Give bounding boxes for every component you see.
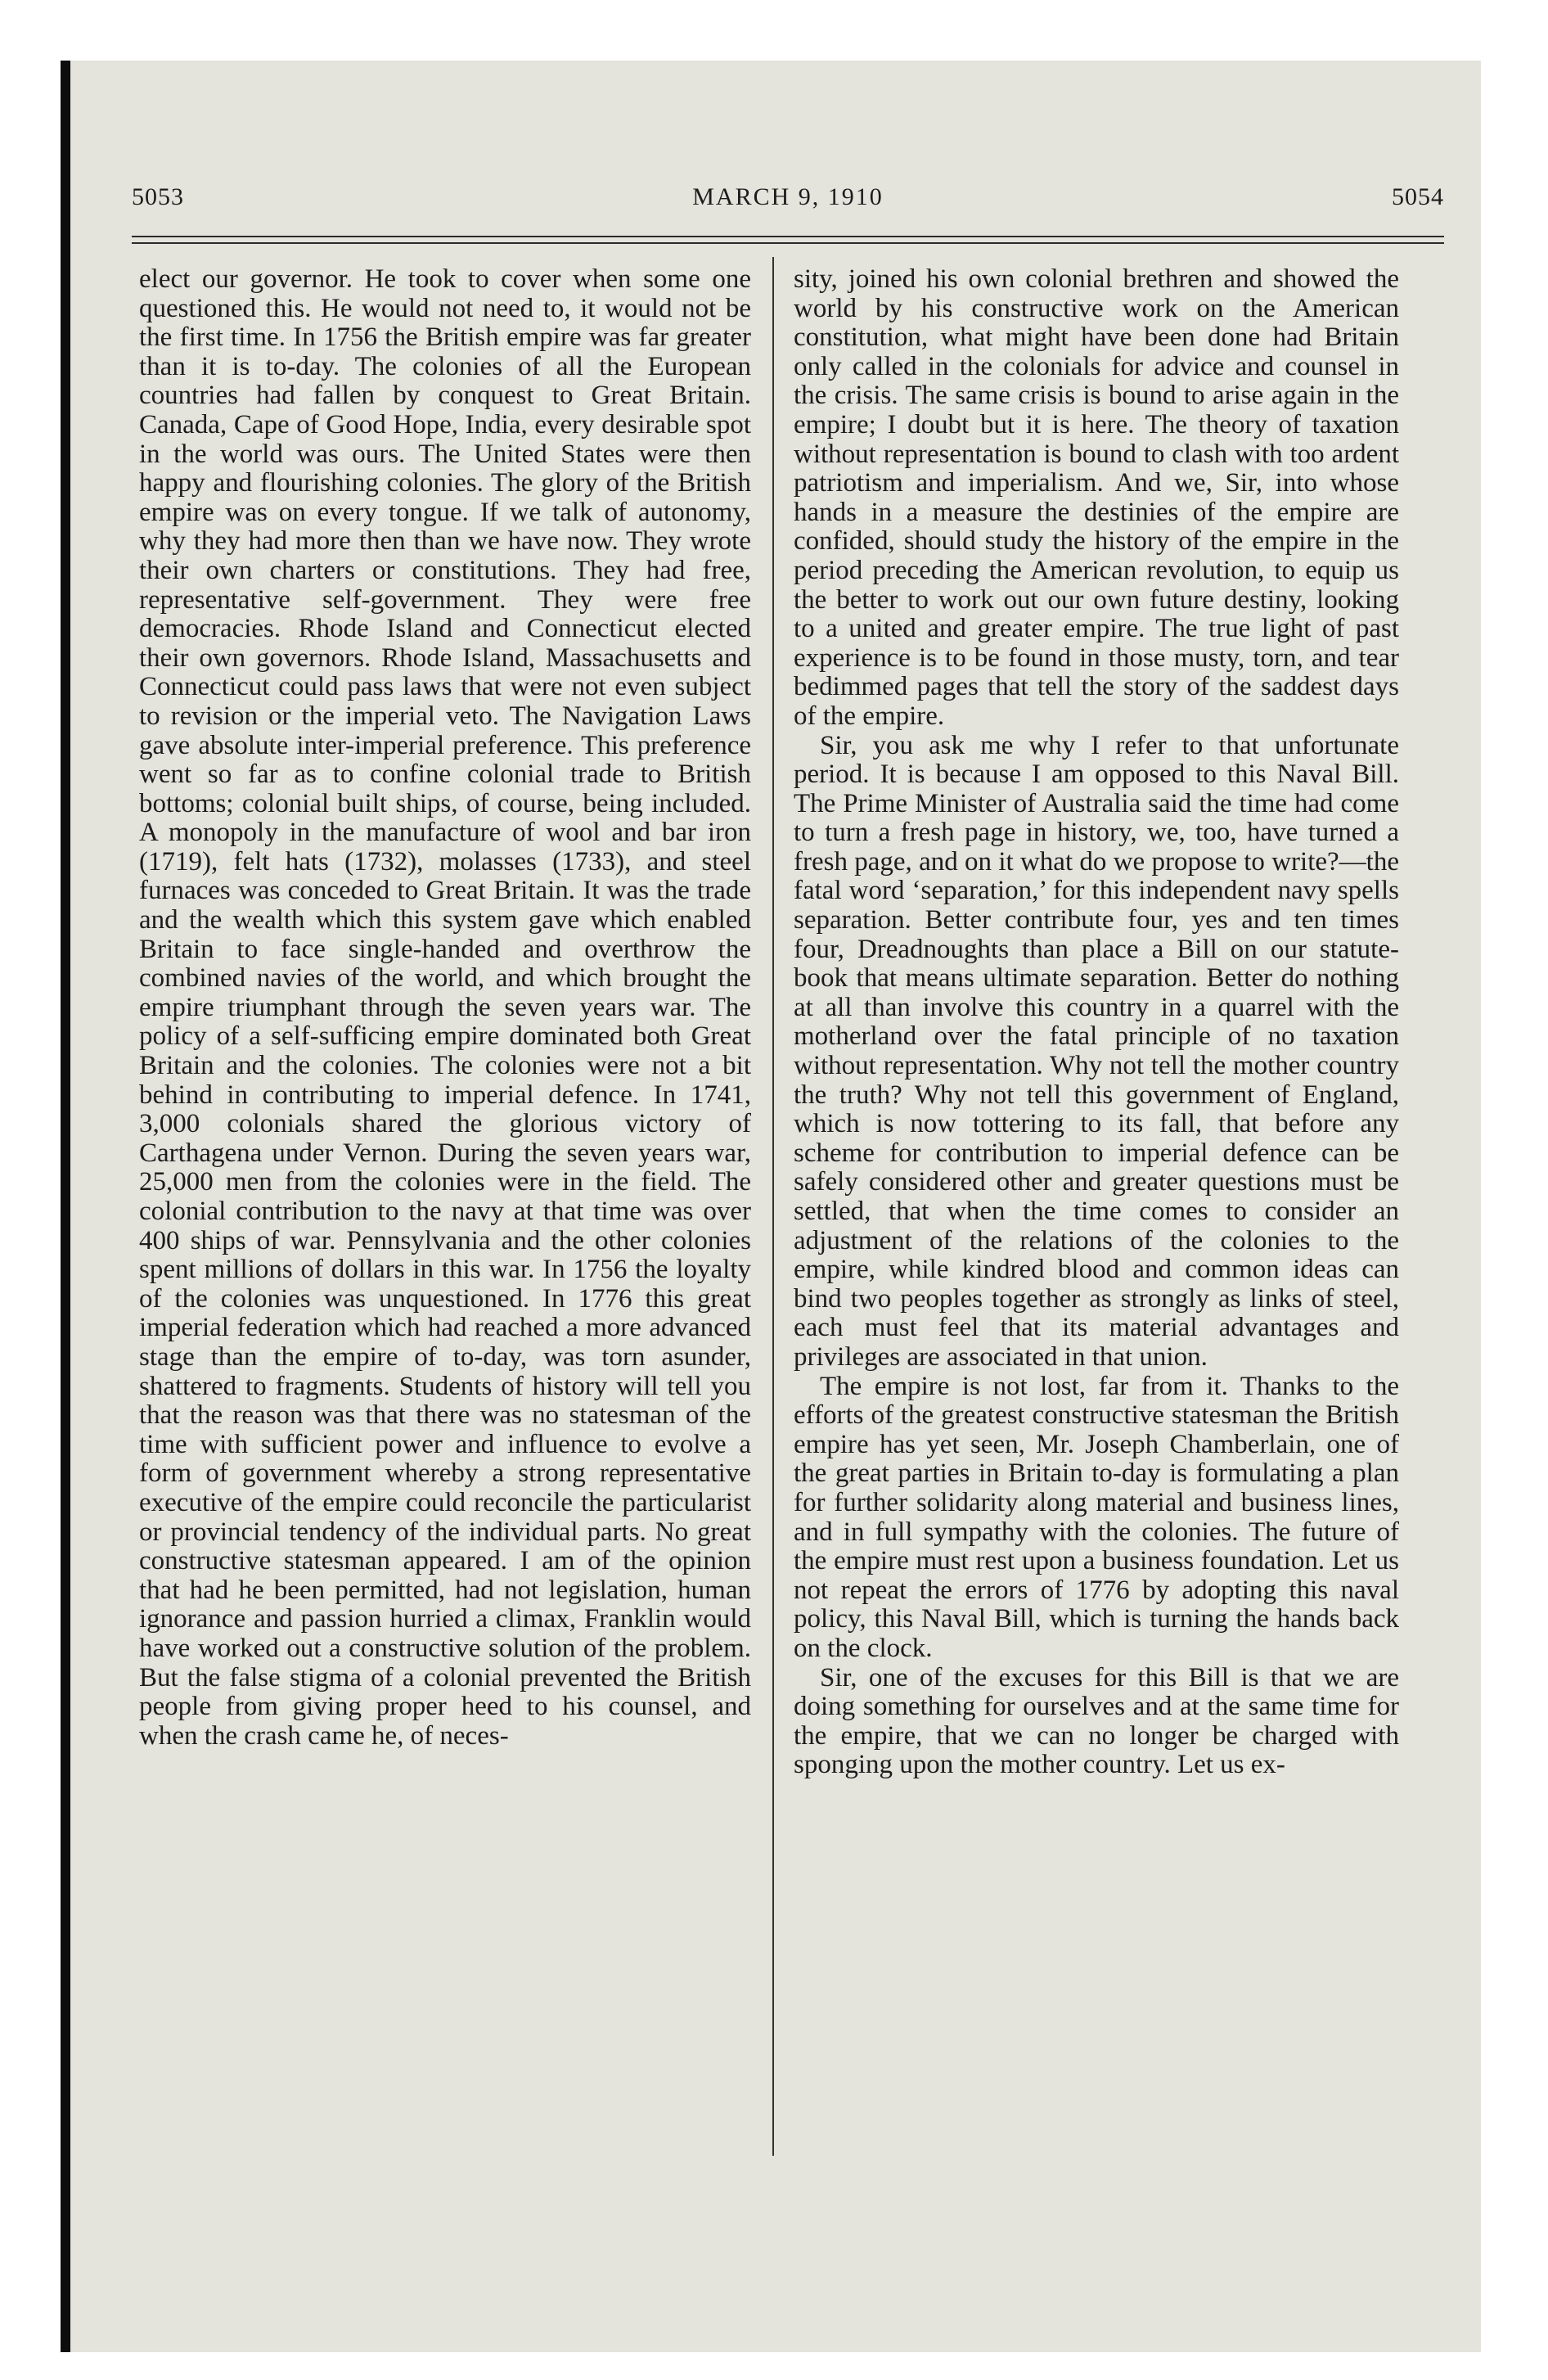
- column-divider: [772, 257, 774, 2156]
- left-paragraph: elect our governor. He took to cover when some one questioned this. He would not need to, it would not be the first time. In 1756 the British empire was far greater than it is to-day. The colonies of all the European countries had fallen by conquest to Great Britain. Canada, Cape of Good Hope, India, every desirable spot in the world was ours. The United States were then happy and flourishing colonies. The glory of the British empire was on every tongue. If we talk of autonomy, why they had more then than we have now. They wrote their own charters or constitutions. They had free, representative self-government. They were free democracies. Rhode Island and Connecticut elected their own governors. Rhode Island, Massachusetts and Connecticut could pass laws that were not even subject to revision or the imperial veto. The Navigation Laws gave absolute inter-imperial preference. This preference went so far as to confine colonial trade to British bottoms; colonial built ships, of course, being included. A monopoly in the manufacture of wool and bar iron (1719), felt hats (1732), molasses (1733), and steel furnaces was conceded to Great Britain. It was the trade and the wealth which this system gave which enabled Britain to face single-handed and overthrow the combined navies of the world, and which brought the empire triumphant through the seven years war. The policy of a self-sufficing empire dominated both Great Britain and the colonies. The colonies were not a bit behind in contributing to imperial defence. In 1741, 3,000 colonials shared the glorious victory of Carthagena under Vernon. During the seven years war, 25,000 men from the colonies were in the field. The colonial contribution to the navy at that time was over 400 ships of war. Pennsylvania and the other colonies spent millions of dollars in this war. In 1756 the loyalty of the colonies was unquestioned. In 1776 this great imperial federation which had reached a more advanced stage than the empire of to-day, was torn asunder, shattered to fragments. Students of history will tell you that the reason was that there was no statesman of the time with sufficient power and influence to evolve a form of government whereby a strong representative executive of the empire could reconcile the particularist or provincial tendency of the individual parts. No great constructive statesman appeared. I am of the opinion that had he been permitted, had not legislation, human ignorance and passion hurried a climax, Franklin would have worked out a constructive solution of the problem. But the false stigma of a colonial prevented the British people from giving proper heed to his counsel, and when the crash came he, of neces-: [139, 264, 751, 1751]
- left-page-number: 5053: [132, 183, 184, 210]
- header-rule-top: [132, 236, 1444, 237]
- header-rule-bottom: [132, 242, 1444, 244]
- right-paragraph: sity, joined his own colonial brethren and showed the world by his constructive work on the American constitution, what might have been done had Britain only called in the colonials for advice and counsel in the crisis. The same crisis is bound to arise again in the empire; I doubt but it is here. The theory of taxation without representation is bound to clash with too ardent patriotism and imperialism. And we, Sir, into whose hands in a measure the destinies of the empire are confided, should study the history of the empire in the period preceding the American revolution, to equip us the better to work out our own future destiny, looking to a united and greater empire. The true light of past experience is to be found in those musty, torn, and tear bedimmed pages that tell the story of the saddest days of the empire.: [794, 264, 1399, 731]
- right-paragraph: The empire is not lost, far from it. Thanks to the efforts of the greatest constructive statesman the British empire has yet seen, Mr. Joseph Chamberlain, one of the great parties in Britain to-day is formulating a plan for further solidarity along material and business lines, and in full sympathy with the colonies. The future of the empire must rest upon a business foundation. Let us not repeat the errors of 1776 by adopting this naval policy, this Naval Bill, which is turning the hands back on the clock.: [794, 1371, 1399, 1663]
- header-date: MARCH 9, 1910: [692, 183, 884, 210]
- right-paragraph: Sir, you ask me why I refer to that unfortunate period. It is because I am opposed to this Naval Bill. The Prime Minister of Australia said the time had come to turn a fresh page in history, we, too, have turned a fresh page, and on it what do we propose to write?—the fatal word ‘separation,’ for this independent navy spells separation. Better contribute four, yes and ten times four, Dreadnoughts than place a Bill on our statute-book that means ultimate separation. Better do nothing at all than involve this country in a quarrel with the motherland over the fatal principle of no taxation without representation. Why not tell the mother country the truth? Why not tell this government of England, which is now tottering to its fall, that before any scheme for contribution to imperial defence can be safely considered other and greater questions must be settled, that when the time comes to consider an adjustment of the relations of the colonies to the empire, while kindred blood and common ideas can bind two peoples together as strongly as links of steel, each must feel that its material advantages and privileges are associated in that union.: [794, 730, 1399, 1372]
- right-page-number: 5054: [1392, 183, 1444, 210]
- scan-edge: [61, 61, 70, 2352]
- document-page: [70, 61, 1481, 2352]
- left-column: [139, 265, 751, 1751]
- right-paragraph: Sir, one of the excuses for this Bill is that we are doing something for ourselves and at the same time for the empire, that we can no longer be charged with sponging upon the mother country. Let us ex-: [794, 1662, 1399, 1780]
- page-header: [132, 183, 1444, 216]
- right-column: [794, 265, 1399, 1780]
